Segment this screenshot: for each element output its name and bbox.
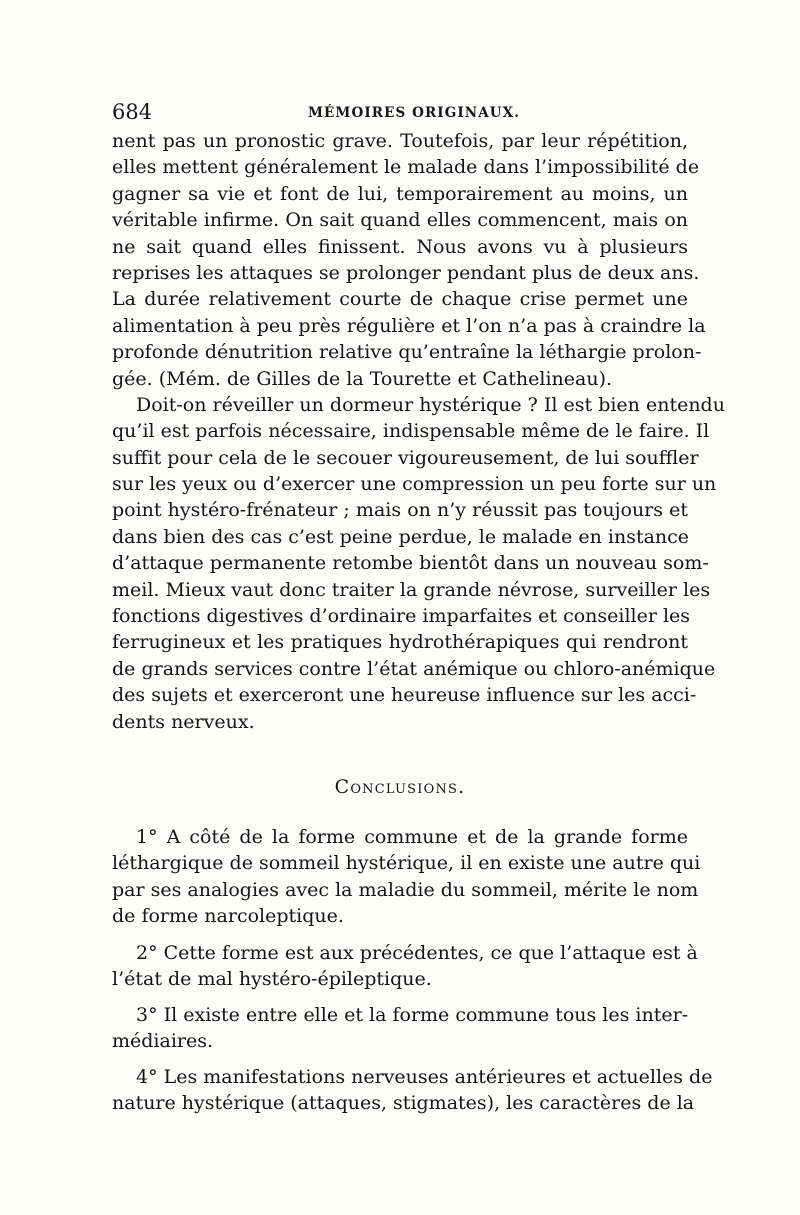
conclusion-item-3: [112, 1002, 688, 1055]
text-line: 4° Les manifestations nerveuses antérieures et actuelles de: [136, 1066, 713, 1088]
conclusion-item-4: [112, 1064, 713, 1117]
text-line: de grands services contre l’état anémique ou chloro-anémique: [112, 657, 716, 680]
text-line: meil. Mieux vaut donc traiter la grande névrose, surveiller les: [112, 578, 711, 601]
text-line: reprises les attaques se prolonger pendant plus de deux ans.: [112, 261, 700, 284]
body-paragraphs: [112, 128, 725, 735]
text-line: médiaires.: [112, 1030, 214, 1053]
text-line: l’état de mal hystéro-épileptique.: [112, 968, 432, 991]
conclusion-item-2: [112, 940, 698, 993]
text-line: nature hystérique (attaques, stigmates), les caractères de la: [112, 1092, 695, 1115]
running-head: MÉMOIRES ORIGINAUX.: [308, 105, 521, 121]
text-line: d’attaque permanente retombe bientôt dans un nouveau som-: [112, 552, 709, 575]
text-line: léthargique de sommeil hystérique, il en existe une autre qui: [112, 852, 701, 875]
section-heading: Conclusions.: [334, 776, 466, 798]
text-line: 1° A côté de la forme commune et de la grande forme: [136, 826, 688, 848]
text-line: sur les yeux ou d’exercer une compression un peu forte sur un: [112, 473, 717, 496]
text-line: La durée relativement courte de chaque crise permet une: [112, 288, 688, 311]
page-header: [112, 100, 688, 124]
text-line: nent pas un pronostic grave. Toutefois, par leur répétition,: [112, 130, 688, 152]
text-line: dents nerveux.: [112, 710, 255, 733]
text-line: gagner sa vie et font de lui, temporairement au moins, un: [112, 182, 688, 205]
text-line: 2° Cette forme est aux précédentes, ce que l’attaque est à: [136, 942, 698, 964]
text-line: 3° Il existe entre elle et la forme commune tous les inter-: [136, 1004, 689, 1026]
text-line: véritable infirme. On sait quand elles commencent, mais on: [112, 209, 688, 232]
text-line: des sujets et exerceront une heureuse influence sur les acci-: [112, 684, 697, 707]
text-line: par ses analogies avec la maladie du sommeil, mérite le nom: [112, 878, 699, 901]
text-line: qu’il est parfois nécessaire, indispensable même de le faire. Il: [112, 420, 710, 443]
text-line: alimentation à peu près régulière et l’on n’a pas à craindre la: [112, 314, 706, 337]
text-line: gée. (Mém. de Gilles de la Tourette et Cathelineau).: [112, 367, 613, 390]
text-line: profonde dénutrition relative qu’entraîne la léthargie prolon-: [112, 341, 702, 364]
conclusion-item-1: [112, 824, 701, 930]
text-line: dans bien des cas c’est peine perdue, le malade en instance: [112, 525, 690, 548]
text-line: fonctions digestives d’ordinaire imparfaites et conseiller les: [112, 605, 691, 628]
text-line: ferrugineux et les pratiques hydrothérapiques qui rendront: [112, 631, 688, 654]
text-line: suffit pour cela de le secouer vigoureusement, de lui souffler: [112, 446, 699, 469]
text-line: point hystéro-frénateur ; mais on n’y réussit pas toujours et: [112, 499, 688, 522]
text-line: de forme narcoleptique.: [112, 905, 344, 928]
text-line: elles mettent généralement le malade dans l’impossibilité de: [112, 156, 700, 179]
text-line: Doit-on réveiller un dormeur hystérique ? Il est bien entendu: [136, 393, 725, 416]
page-number: 684: [112, 100, 153, 124]
text-line: ne sait quand elles finissent. Nous avons vu à plusieurs: [112, 235, 688, 258]
